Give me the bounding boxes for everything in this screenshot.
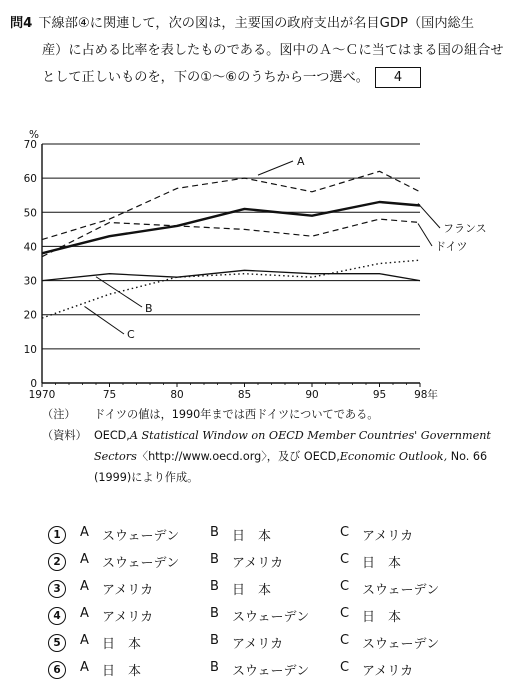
answer-options — [48, 521, 508, 683]
x-tick-label: 1970 — [28, 389, 56, 401]
chart-annotations — [85, 155, 487, 341]
source-url: 〈http://www.oecd.org〉，及び OECD, — [136, 450, 340, 463]
source-text — [94, 425, 512, 488]
option-value-b: スウェーデン — [232, 610, 310, 625]
option-key-c: C — [340, 525, 350, 540]
option-value-a: アメリカ — [102, 610, 154, 625]
source-row — [42, 425, 512, 488]
label-c-leader — [85, 306, 125, 334]
option-5[interactable] — [48, 629, 508, 656]
y-tick-label: 60 — [23, 173, 37, 186]
answer-box: 4 — [375, 67, 421, 88]
y-tick-label: 20 — [23, 309, 37, 322]
option-key-a: A — [80, 525, 89, 540]
source-title-2: Economic Outlook, — [339, 450, 448, 463]
option-number: 5 — [48, 634, 66, 652]
option-key-a: A — [80, 579, 89, 594]
option-number: 3 — [48, 580, 66, 598]
x-tick-label: 90 — [305, 389, 319, 401]
chart-grid — [42, 144, 420, 349]
source-tag: （資料） — [42, 429, 87, 442]
option-value-b: 日 本 — [232, 583, 272, 598]
question-text — [10, 10, 510, 91]
option-key-a: A — [80, 633, 89, 648]
option-key-b: B — [210, 633, 219, 648]
option-6[interactable] — [48, 656, 508, 683]
option-value-c: スウェーデン — [362, 637, 440, 652]
notes — [42, 404, 512, 488]
option-key-a: A — [80, 552, 89, 567]
y-tick-label: 0 — [30, 378, 37, 390]
y-tick-label: 70 — [23, 139, 37, 151]
option-3[interactable] — [48, 575, 508, 602]
note-text: ドイツの値は，1990年までは西ドイツについてである。 — [94, 408, 379, 421]
option-number: 4 — [48, 607, 66, 625]
label-france-leader — [418, 203, 440, 228]
source-year: (1999)により作成。 — [94, 471, 199, 484]
option-key-b: B — [210, 606, 219, 621]
label-germany-leader — [418, 224, 432, 246]
option-value-a: スウェーデン — [102, 556, 180, 571]
source-title-1-cont: Sectors — [94, 450, 137, 463]
option-value-a: スウェーデン — [102, 529, 180, 544]
option-value-c: 日 本 — [362, 610, 402, 625]
option-key-a: A — [80, 606, 89, 621]
option-key-c: C — [340, 660, 350, 675]
option-value-b: スウェーデン — [232, 664, 310, 679]
option-4[interactable] — [48, 602, 508, 629]
x-tick-label: 95 — [372, 389, 387, 401]
option-number: 2 — [48, 553, 66, 571]
option-key-a: A — [80, 660, 89, 675]
series-line-c — [42, 260, 420, 318]
label-germany: ドイツ — [435, 240, 468, 253]
option-key-b: B — [210, 660, 219, 675]
question-number: 問4 — [10, 16, 33, 31]
y-tick-label: 50 — [23, 207, 37, 220]
option-2[interactable] — [48, 548, 508, 575]
label-b-leader — [96, 277, 142, 307]
option-value-a: 日 本 — [102, 664, 142, 679]
chart-axes — [24, 129, 439, 401]
y-tick-label: 40 — [23, 241, 37, 254]
label-c: C — [127, 328, 135, 341]
x-tick-label: 75 — [102, 389, 117, 401]
question-line-3-wrap — [10, 64, 510, 91]
note-tag: （注） — [42, 408, 76, 421]
option-value-a: アメリカ — [102, 583, 154, 598]
x-tick-label: 85 — [237, 389, 252, 401]
option-value-b: アメリカ — [232, 637, 284, 652]
line-chart — [0, 112, 520, 404]
x-tick-label: 98年 — [414, 389, 438, 401]
y-tick-label: 30 — [23, 275, 37, 288]
label-a: A — [297, 155, 305, 168]
y-tick-label: 10 — [23, 343, 37, 356]
option-value-b: 日 本 — [232, 529, 272, 544]
source-issue: No. 66 — [447, 450, 488, 463]
option-key-b: B — [210, 552, 219, 567]
label-a-leader — [258, 161, 293, 175]
option-key-c: C — [340, 633, 350, 648]
option-value-c: 日 本 — [362, 556, 402, 571]
option-key-b: B — [210, 579, 219, 594]
chart-series — [42, 171, 420, 318]
option-key-c: C — [340, 606, 350, 621]
option-value-a: 日 本 — [102, 637, 142, 652]
question-line-2: 産）に占める比率を表したものである。図中のＡ～Ｃに当てはまる国の組合せ — [42, 43, 504, 58]
option-key-c: C — [340, 552, 350, 567]
label-b: B — [145, 302, 153, 315]
source-title-1: A Statistical Window on OECD Member Countries' Government — [129, 429, 491, 442]
option-key-b: B — [210, 525, 219, 540]
label-france: フランス — [443, 222, 487, 235]
option-1[interactable] — [48, 521, 508, 548]
option-value-c: アメリカ — [362, 664, 414, 679]
question-line-3: として正しいものを，下の①～⑥のうちから一つ選べ。 — [42, 70, 369, 85]
option-value-c: アメリカ — [362, 529, 414, 544]
source-oecd-1: OECD, — [94, 429, 130, 442]
option-value-c: スウェーデン — [362, 583, 440, 598]
option-number: 1 — [48, 526, 66, 544]
y-axis-unit: % — [29, 129, 39, 141]
option-number: 6 — [48, 661, 66, 679]
question-line-1: 下線部④に関連して，次の図は，主要国の政府支出が名目GDP（国内総生 — [38, 16, 474, 31]
option-key-c: C — [340, 579, 350, 594]
option-value-b: アメリカ — [232, 556, 284, 571]
x-tick-label: 80 — [170, 389, 184, 401]
note-row — [42, 404, 512, 425]
